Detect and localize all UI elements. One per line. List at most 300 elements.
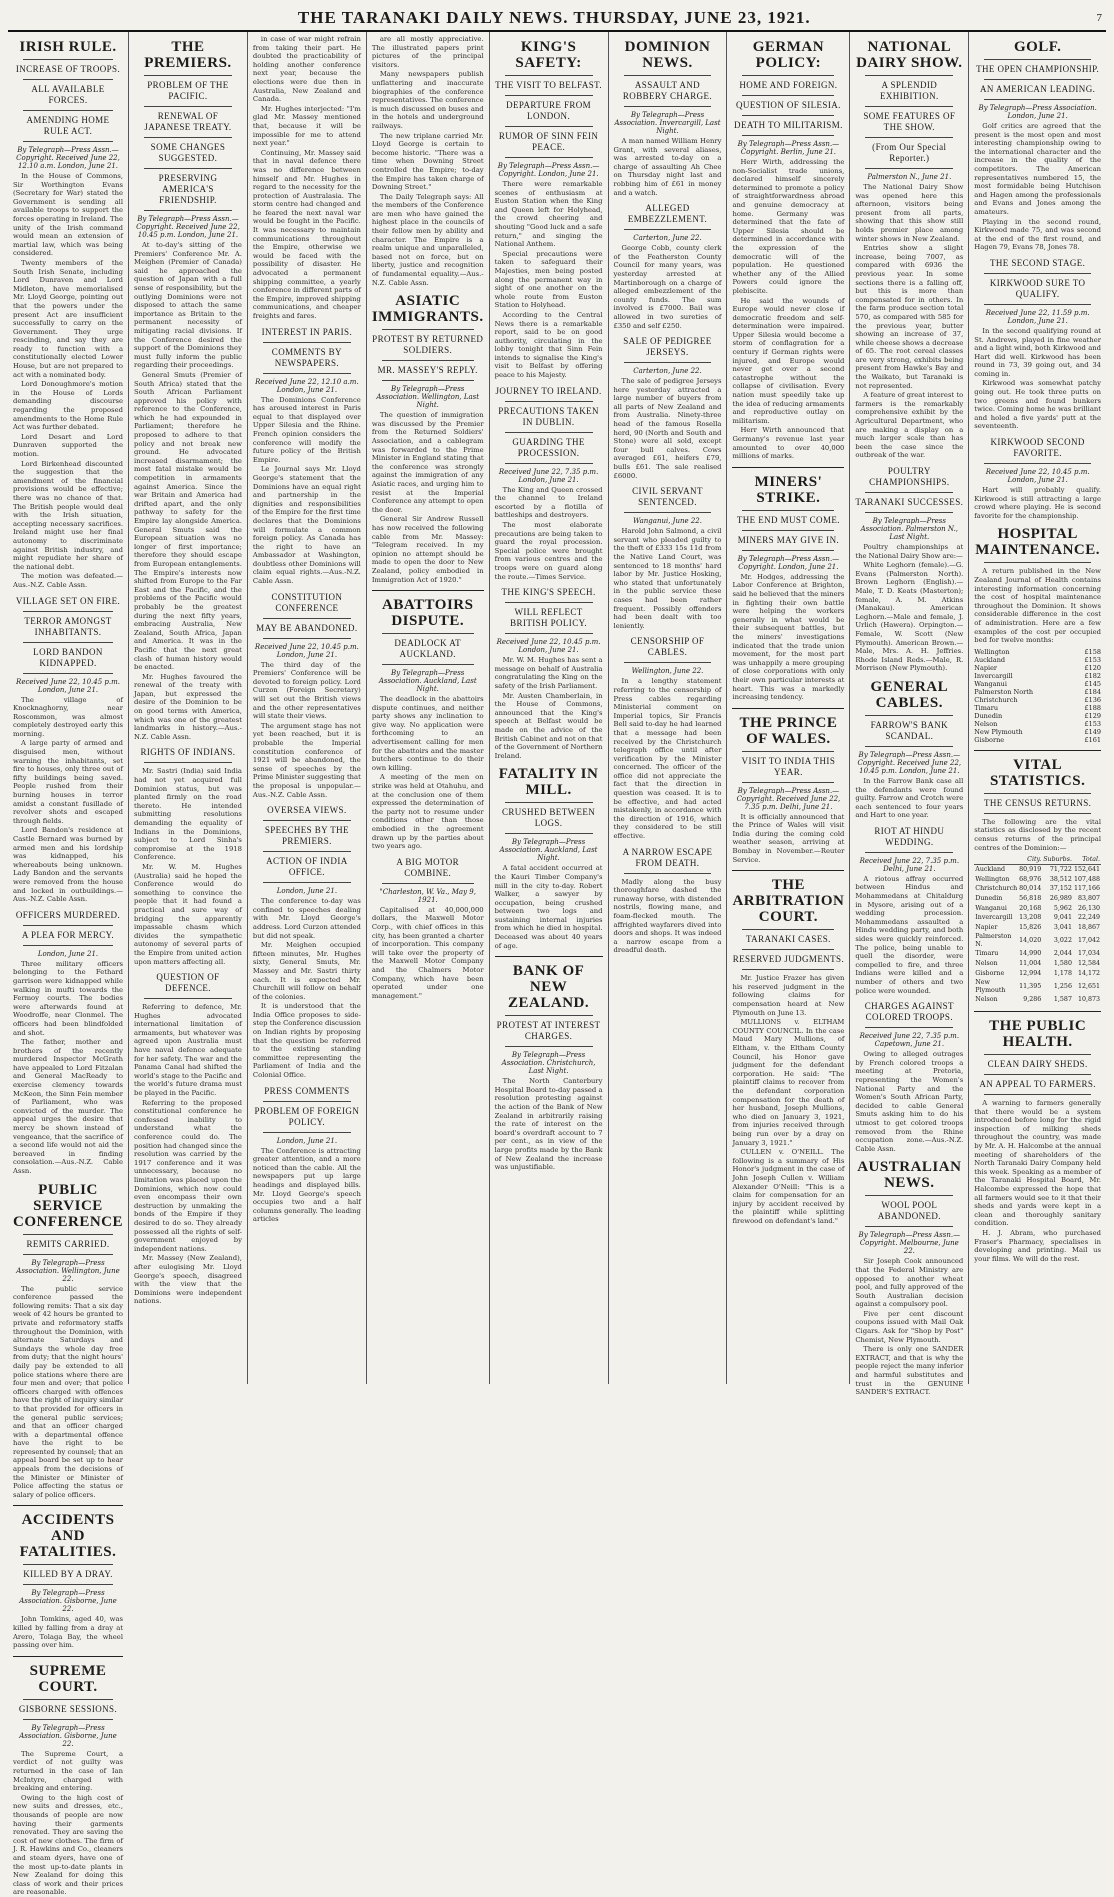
article-headline: HOSPITAL MAINTENANCE. bbox=[975, 526, 1101, 559]
article-paragraph: Three military officers belonging to the Fethard garrison were kidnapped while walking in mufti towards the Fermoy courts. The bodies were afterwards found at Woodroffe, near Clonmel. The officers had been blindfolded and shot. bbox=[13, 959, 123, 1037]
article-dateline: Received June 22, 10.45 p.m. London, June 21. bbox=[16, 677, 120, 694]
article-paragraph: Kirkwood was somewhat patchy going out. He took three putts on two greens and found bunkers twice. Coming home he was brilliant and holed a five yards' putt at the seventeenth. bbox=[974, 379, 1101, 431]
cost-list-value: £153 bbox=[1084, 655, 1101, 664]
article-paragraph: Referring to defence, Mr. Hughes advocated international limitation of armaments, but whatever was agreed upon Australia must have naval defence adequate for her safety. The war and the Panama Canal had shifted the world's stage to the Pacific and the world's future drama must be played in the Pacific. bbox=[134, 1003, 242, 1098]
headline-rule bbox=[984, 1054, 1091, 1055]
article-paragraph: Mr. Austen Chamberlain, in the House of Commons, announced that the King's speech at Belfast would be made on the advice of the British Cabinet and not on that of the Government of Northern Ireland. bbox=[494, 691, 603, 760]
article-paragraph: The most elaborate precautions are being taken to guard the royal procession. Special police were brought from various centres and the troops were on guard along the route.—Times Service. bbox=[494, 521, 603, 581]
article bbox=[253, 1086, 361, 1224]
article bbox=[855, 826, 963, 995]
headline-rule bbox=[742, 75, 834, 76]
article-dateline: Palmerston N., June 21. bbox=[867, 173, 952, 181]
census-cell: New Plymouth bbox=[975, 979, 1006, 994]
census-cell: Napier bbox=[975, 923, 998, 931]
cost-list-name: Timaru bbox=[974, 703, 999, 712]
article bbox=[974, 437, 1101, 520]
census-cell: 37,152 bbox=[1049, 885, 1072, 893]
census-cell: 12,584 bbox=[1077, 960, 1100, 968]
article-paragraph: The village of Knocknaghorny, near Roscommon, was almost completely destroyed early this morning. bbox=[13, 695, 123, 738]
article bbox=[614, 486, 722, 630]
headline-rule bbox=[865, 75, 953, 76]
subheading-rule bbox=[865, 512, 953, 513]
subheading-rule bbox=[263, 882, 351, 883]
subheading-rule bbox=[984, 79, 1091, 80]
subheading-rule bbox=[984, 1074, 1091, 1075]
headline-rule bbox=[984, 793, 1091, 794]
article-paragraph: John Tomkins, aged 40, was killed by falling from a dray at Arero, Tolaga Bay, the wheel passing over him. bbox=[13, 1615, 123, 1650]
subheading-rule bbox=[865, 1226, 953, 1227]
subheading-rule bbox=[742, 949, 834, 950]
article-paragraph: Mr. Meighen occupied fifteen minutes, Mr. Hughes sixty, General Smuts, Mr. Massey and Mr. Sastri thirty each. It is expected Mr. Churchill will follow on behalf of the colonies. bbox=[252, 941, 361, 1001]
article-subheading: TARANAKI SUCCESSES. bbox=[855, 497, 964, 507]
masthead-title: THE TARANAKI DAILY NEWS. THURSDAY, JUNE 23, 1921. bbox=[297, 8, 811, 27]
subheading-rule bbox=[742, 135, 834, 136]
article-subheading: JOURNEY TO IRELAND. bbox=[495, 385, 602, 396]
headline-rule bbox=[505, 75, 593, 76]
cost-list-name: Wanganui bbox=[974, 679, 1007, 688]
cost-list-value: £153 bbox=[1084, 719, 1101, 728]
article bbox=[134, 972, 242, 1306]
article-paragraph: Mr. Justice Frazer has given his reserved judgment in the following claims for compensation heard at New Plymouth on June 13. bbox=[732, 974, 845, 1017]
subheading-rule bbox=[865, 492, 953, 493]
article-subheading: COMMENTS BY NEWSPAPERS. bbox=[271, 346, 342, 368]
article-paragraph: Lord Donoughmore's motion in the House of Lords demanding discourse regarding the proposed amendments to the Home Rule Act was further debated. bbox=[13, 380, 123, 432]
census-header-cell bbox=[974, 855, 1018, 865]
article-subheading: FARROW'S BANK SCANDAL. bbox=[870, 719, 949, 741]
article-dateline: Received June 22, 10.45 p.m. London, June 21. bbox=[496, 638, 601, 655]
article-paragraph: Five per cent discount coupons issued with Mail Oak Cigars. Ask for "Shop by Post" Chemist, New Plymouth. bbox=[855, 1309, 964, 1344]
census-cell: 3,022 bbox=[1053, 937, 1072, 945]
article-paragraph: In the second qualifying round at St. Andrews, played in fine weather and a light wind, both Kirkwood and Hart did well. Kirkwood has been round in 73, 39 going out, and 34 coming in. bbox=[974, 326, 1101, 378]
section-rule bbox=[372, 590, 484, 591]
article-subheading: THE OPEN CHAMPIONSHIP. bbox=[976, 64, 1100, 74]
census-cell: 152,641 bbox=[1073, 866, 1100, 874]
article bbox=[372, 293, 484, 584]
article-subheading: TERROR AMONGST INHABITANTS. bbox=[24, 615, 112, 637]
census-table bbox=[974, 855, 1101, 1005]
subheading-rule bbox=[505, 1046, 593, 1047]
article-subheading: (From Our Special Reporter.) bbox=[872, 142, 947, 163]
subheading-rule bbox=[984, 1094, 1091, 1095]
article-subheading: A BIG MOTOR COMBINE. bbox=[396, 856, 460, 878]
article bbox=[134, 747, 242, 966]
article bbox=[614, 203, 722, 330]
article-paragraph: Mr. Massey (New Zealand), after eulogising Mr. Lloyd George's speech, disagreed with the view that the Dominions were independent nations. bbox=[134, 1254, 242, 1306]
subheading-rule bbox=[23, 1254, 113, 1255]
subheading-rule bbox=[263, 1132, 351, 1133]
article-paragraph: A meeting of the men on strike was held at Otahuhu, and at the conclusion one of them expressed the determination of the party not to resume under conditions other than those embodied in the agreement drawn up by the parties about two years ago. bbox=[371, 773, 484, 851]
article-headline: THE ARBITRATION COURT. bbox=[732, 877, 845, 926]
subheading-rule bbox=[624, 229, 712, 230]
census-cell: 83,807 bbox=[1077, 894, 1100, 902]
article-headline: NATIONAL DAIRY SHOW. bbox=[856, 39, 963, 71]
article-dateline: By Telegraph—Press Association. Christchurch, Last Night. bbox=[501, 1051, 596, 1076]
article-headline: VITAL STATISTICS. bbox=[989, 756, 1086, 789]
article-subheading: ASSAULT AND ROBBERY CHARGE. bbox=[622, 80, 713, 101]
cost-list-row bbox=[974, 680, 1101, 688]
cost-list-value: £136 bbox=[1084, 695, 1101, 704]
subheading-rule bbox=[263, 373, 351, 374]
article bbox=[495, 386, 603, 582]
article-paragraph: A warning to farmers generally that there would be a system introduced before long for the rigid inspection of milking sheds throughout the country, was made by Mr. A. H. Halcombe at the annual meeting of shareholders of the North Taranaki Dairy Company held this week. Speaking as a member of the Taranaki Hospital Board, Mr. Halcombe expressed the hope that all farmers would see to it that their sheds and yards were kept in a clean and thoroughly sanitary condition. bbox=[974, 1099, 1101, 1228]
article-paragraph: Lord Birkenhead discounted the suggestion that the amendment of the financial provisions would be effective; there was no chance of that. The British people would deal with the Irish situation, accepting necessary sacrifices. Ireland might use her final autonomy to discriminate against British industry, and might repudiate her share of the national debt. bbox=[13, 459, 123, 571]
headline-rule bbox=[382, 633, 474, 634]
subheading-rule bbox=[624, 106, 712, 107]
article-paragraph: George Cobb, county clerk of the Featherston County Council for many years, was yesterday arrested at Martinborough on a charge of alleged embezzlement of the county funds. The sum involved is £7000. Bail was allowed in two sureties of £350 and self £250. bbox=[613, 244, 722, 330]
census-cell: Invercargill bbox=[975, 914, 1013, 922]
cost-list-row bbox=[974, 656, 1101, 664]
article-paragraph: The motion was defeated.—Aus.-N.Z. Cable Assn. bbox=[13, 572, 123, 589]
article-subheading: THE CENSUS RETURNS. bbox=[983, 797, 1092, 808]
article-dateline: By Telegraph—Press Assn.—Copyright. Received June 22, 10.45 p.m. London, June 21. bbox=[857, 750, 962, 775]
article-paragraph: There is only one SANDER EXTRACT, and that is why the people reject the many inferior and harmful substitutes and trust in the GENUINE SANDER'S EXTRACT. bbox=[855, 1345, 964, 1397]
article-headline: ASIATIC IMMIGRANTS. bbox=[371, 293, 484, 326]
column-6 bbox=[609, 32, 728, 1384]
article bbox=[13, 1182, 123, 1500]
census-row bbox=[974, 959, 1101, 969]
subheading-rule bbox=[505, 633, 593, 634]
article-paragraph: Mr. Hughes favoured the renewal of the treaty with Japan, but expressed the desire of the Dominion to be on good terms with America, which was one of the greatest landmarks in history.—Aus.-N.Z. Cable Assn. bbox=[134, 672, 242, 741]
census-row bbox=[974, 969, 1101, 979]
article-paragraph: Mr. Hughes interjected: "I'm glad Mr. Massey mentioned that, because it will be impossible for me to attend next year." bbox=[252, 104, 361, 148]
subheading-rule bbox=[865, 106, 953, 107]
subheading-rule bbox=[865, 1027, 953, 1028]
article-dateline: Received June 22, 10.45 p.m. London, June 21. bbox=[985, 468, 1090, 485]
census-cell: 17,042 bbox=[1077, 937, 1100, 945]
census-row bbox=[974, 894, 1101, 904]
article-paragraph: are all mostly appreciative. The illustrated papers print pictures of the principal visitors. bbox=[371, 35, 484, 69]
cost-list-value: £149 bbox=[1084, 727, 1101, 736]
section-rule bbox=[13, 1505, 123, 1506]
article bbox=[614, 847, 722, 955]
article-subheading: HOME AND FOREIGN. bbox=[739, 80, 838, 90]
article-subheading: OVERSEA VIEWS. bbox=[267, 805, 347, 816]
article-subheading: PRESERVING AMERICA'S FRIENDSHIP. bbox=[158, 173, 218, 205]
article-dateline: "Charleston, W. Va., May 9, 1921. bbox=[379, 887, 476, 904]
census-cell: Wanganui bbox=[975, 904, 1007, 912]
columns bbox=[8, 32, 1106, 1897]
article-subheading: THE KING'S SPEECH. bbox=[501, 587, 596, 598]
article bbox=[13, 1663, 123, 1897]
census-cell: 15,826 bbox=[1019, 923, 1042, 931]
article-paragraph: A large party of armed and disguised men, without warning the inhabitants, set fire to houses, only three out of fifty buildings being saved. People rushed from their burning houses in terror amidst a constant fusillade of revolver shots and escaped through fields. bbox=[13, 739, 123, 825]
cost-list-row bbox=[974, 696, 1101, 704]
article bbox=[495, 39, 603, 380]
cost-list-value: £161 bbox=[1084, 735, 1101, 744]
census-cell: 14,020 bbox=[1019, 937, 1042, 945]
subheading-rule bbox=[742, 969, 834, 970]
subheading-rule bbox=[382, 360, 474, 361]
article-paragraph: The father, mother and brothers of the recently murdered Inspector McGrath have appealed to Lord Fitzalan and General MacReady to exercise clemency towards McKeon, the Sinn Fein member of Parliament, who was convicted of the murder. The appeal urges the desire that mercy be shown instead of vengeance, that the sacrifice of a second life would not aid the bereaved in finding consolation.—Aus.-N.Z. Cable Assn. bbox=[13, 1038, 123, 1175]
article-subheading: OFFICERS MURDERED. bbox=[15, 909, 121, 920]
article-subheading: PROTEST BY RETURNED SOLDIERS. bbox=[372, 334, 484, 356]
subheading-rule bbox=[505, 95, 593, 96]
cost-list-row bbox=[974, 712, 1101, 720]
subheading-rule bbox=[505, 126, 593, 127]
cost-list-row bbox=[974, 688, 1101, 696]
census-cell: 13,208 bbox=[1019, 914, 1042, 922]
census-row bbox=[974, 884, 1101, 894]
article-paragraph: At to-day's sitting of the Premiers' Conference Mr. A. Meighen (Premier of Canada) said he approached the question of Japan with a full sense of responsibility, but the outlying Dominions were not disposed to attach the same importance as Britain to the permanent necessity of mitigating racial divisions. If the Conference desired the support of the Dominions they must fully inform the public regarding their proceedings. bbox=[134, 241, 242, 370]
article-headline: ACCIDENTS AND FATALITIES. bbox=[19, 1512, 117, 1561]
article bbox=[13, 39, 123, 590]
census-row bbox=[974, 978, 1101, 995]
column-8 bbox=[850, 32, 969, 1397]
article bbox=[974, 1018, 1101, 1263]
article-paragraph: Mr. Sastri (India) said India had not yet acquired full Dominion status, but was planted firmly on the road thereto. He intended submitting resolutions demanding the equality of Indians in the Dominions, subject to Lord Sinha's compromise at the 1918 Conference. bbox=[134, 767, 242, 862]
article-paragraph: Hart will probably qualify. Kirkwood is still attracting a large crowd where playing. He is second favorite for the championship. bbox=[974, 486, 1101, 520]
census-cell: 71,722 bbox=[1049, 866, 1072, 874]
cost-list-value: £158 bbox=[1084, 647, 1101, 656]
article-dateline: London, June 21. bbox=[276, 1136, 338, 1145]
article-subheading: CENSORSHIP OF CABLES. bbox=[630, 636, 705, 658]
subheading-rule bbox=[742, 550, 834, 551]
article-paragraph: Special precautions were taken to safeguard their Majesties, men being posted along the permanent way in sight of one another on the whole route from Euston Station to Holyhead. bbox=[494, 249, 603, 310]
article-paragraph: The sale of pedigree Jerseys here yesterday attracted a large number of buyers from all parts of New Zealand and from Australia. Ninety-three head of the famous Rosella herd, 90 (North and South and Stone) were all sold, except four bull calves. Cows averaged £61, heifers £79, bulls £61. The sale realised £6000. bbox=[613, 377, 722, 480]
subheading-rule bbox=[382, 380, 474, 381]
census-cell: 11,004 bbox=[1019, 960, 1042, 968]
article-subheading: RUMOR OF SINN FEIN PEACE. bbox=[498, 131, 599, 152]
article-paragraph: Mr. W. M. Hughes has sent a message on behalf of Australia congratulating the King on the safety of the Irish Parliament. bbox=[494, 656, 603, 690]
article bbox=[732, 877, 844, 1225]
article-paragraph: In a lengthy statement referring to the censorship of Press cables regarding Ministerial comment on Imperial topics, Sir Francis Bell said to-day he had learned that a message had been received by the Christchurch telegraph office until after verification by the Minister concerned. The officer of the office did not appreciate the fact that the direction in question was ceased. It is to be effective, and had acted mistakenly, in accordance with the direction of 1916, which they considered to be still effective. bbox=[613, 677, 722, 841]
article-paragraph: According to the Central News there is a remarkable report, said to be on good authority, circulating in the lobby tonight that Sinn Fein intends to signalise the King's visit to Belfast by offering peace to his Majesty. bbox=[494, 310, 603, 380]
article-subheading: DEADLOCK AT AUCKLAND. bbox=[394, 638, 462, 660]
masthead bbox=[8, 6, 1106, 32]
subheading-rule bbox=[263, 638, 351, 639]
census-cell: 68,976 bbox=[1019, 875, 1042, 883]
subheading-rule bbox=[382, 883, 474, 884]
article bbox=[495, 963, 603, 1172]
cost-list-value: £188 bbox=[1084, 703, 1101, 712]
column-5 bbox=[490, 32, 609, 1384]
census-row bbox=[974, 932, 1101, 949]
article-subheading: SOME CHANGES SUGGESTED. bbox=[150, 142, 226, 163]
census-header-cell: Suburbs. bbox=[1043, 856, 1072, 864]
headline-rule bbox=[865, 715, 953, 716]
article-dateline: By Telegraph—Press Association. Palmerston N., Last Night. bbox=[860, 517, 959, 541]
article-paragraph: A fatal accident occurred at the Kauri Timber Company's mill in the city to-day. Robert Walker, a sawyer by occupation, being crushed between two logs and sustaining internal injuries from which he died in hospital. Deceased was about 40 years of age. bbox=[494, 864, 603, 950]
article-subheading: VISIT TO INDIA THIS YEAR. bbox=[741, 755, 836, 777]
article-dateline: Wellington, June 22. bbox=[631, 667, 704, 676]
article-subheading: A NARROW ESCAPE FROM DEATH. bbox=[622, 846, 713, 868]
cost-list-name: Wellington bbox=[974, 647, 1010, 656]
census-cell: 80,014 bbox=[1019, 885, 1042, 893]
headline-rule bbox=[382, 329, 474, 330]
cost-list-row bbox=[974, 648, 1101, 656]
article-paragraph: It is officially announced that the Prince of Wales will visit India during the coming cold weather season, arriving at Bombay in November.—Reuter Service. bbox=[732, 812, 845, 864]
article-subheading: DEATH TO MILITARISM. bbox=[734, 120, 843, 130]
article bbox=[855, 1001, 963, 1153]
subheading-rule bbox=[505, 602, 593, 603]
headline-rule bbox=[984, 562, 1091, 563]
subheading-rule bbox=[984, 304, 1091, 305]
article bbox=[253, 35, 361, 321]
article-paragraph: A man named William Henry Grant, with several aliases, was arrested to-day on a charge of assaulting Ah Chee on Thursday night last and robbing him of £61 in money and a watch. bbox=[613, 137, 722, 197]
article-subheading: INTEREST IN PARIS. bbox=[261, 326, 353, 337]
cost-list-value: £129 bbox=[1084, 711, 1101, 720]
census-cell: Christchurch bbox=[975, 885, 1018, 893]
section-rule bbox=[732, 870, 844, 871]
headline-rule bbox=[742, 510, 834, 511]
subheading-rule bbox=[505, 157, 593, 158]
article-subheading: LORD BANDON KIDNAPPED. bbox=[33, 646, 103, 668]
article-paragraph: Le Journal says Mr. Lloyd George's statement that the Dominions have an equal right and partnership in the dignities and responsibilities of the Empire for the first time declares that the Dominions will formulate a common foreign policy. As Canada has the right to have an Ambassador at Washington, doubtless other Dominions will claim equal rights.—Aus.-N.Z. Cable Assn. bbox=[252, 465, 361, 586]
article-subheading: PROTEST AT INTEREST CHARGES. bbox=[496, 1020, 601, 1042]
article-paragraph: Lord Desart and Lord Dunraven supported the motion. bbox=[13, 432, 123, 458]
cost-list-name: Auckland bbox=[974, 655, 1006, 664]
article-dateline: By Telegraph—Press Assn.—Copyright. Received June 22, 12.10 a.m. London, June 21. bbox=[16, 146, 120, 170]
article-subheading: THE VISIT TO BELFAST. bbox=[495, 80, 603, 90]
article-subheading: REMITS CARRIED. bbox=[26, 1238, 110, 1249]
column-3 bbox=[248, 32, 367, 1384]
article bbox=[253, 592, 361, 800]
article-headline: GERMAN POLICY: bbox=[752, 39, 825, 71]
section-rule bbox=[13, 1656, 123, 1657]
article-paragraph: The King and Queen crossed the channel to Ireland escorted by a flotilla of battleships and destroyers. bbox=[494, 485, 603, 520]
article-paragraph: Referring to the proposed constitutional conference he confessed inability to understand what the conference could do. The position had changed since the resolution was carried by the 1917 conference and it was unnecessary, because no limitation was placed upon the Dominions, which now could even encompass their own destruction by unmaking the bonds of the Empire if they desired to do so. They already possessed all the rights of self-government enjoyed by independent nations. bbox=[134, 1098, 242, 1253]
census-row bbox=[974, 949, 1101, 959]
article-paragraph: He said the wounds of Europe would never close if democratic freedom and self-determination were impaired. Upper Silesia would become a storm of conflagration for a century if German rights were injured, and Europe would never get over a second catastrophe without the collapse of civilisation. Every nation must speedily take up the idea of reducing armaments and reproductive outlay on militarism. bbox=[732, 296, 845, 425]
article-dateline: By Telegraph—Press Assn.—Copyright. London, June 21. bbox=[737, 554, 840, 571]
subheading-rule bbox=[742, 530, 834, 531]
article-subheading: CLEAN DAIRY SHEDS. bbox=[987, 1059, 1088, 1070]
article-subheading: GUARDING THE PROCESSION. bbox=[512, 436, 585, 458]
article-paragraph: The Daily Telegraph says: All the members of the Conference are men who have gained the highest place in the councils of their fellow men by ability and character. The Empire is a realm unique and unparalleled, based not on force, but on liberty, justice and recognition of fundamental equality.—Aus.-N.Z. Cable Assn. bbox=[371, 192, 484, 287]
article-paragraph: Capitalised at 40,000,000 dollars, the Maxwell Motor Corp., with chief offices in this city, has been granted a charter of incorporation. This company will take over the property of the Maxwell Motor Company and the Chalmers Motor Company, which have been operated under one management." bbox=[371, 905, 484, 1000]
article-paragraph: Herr Wirth, addressing the non-Socialist trade unions, declared himself sincerely determined to promote a policy of straightforwardness abroad and genuine democracy at home. Germany was determined that the fate of Upper Silesia should be determined in accordance with the expression of the democratic will of the population. He questioned whether any of the Allied Powers could ignore the plebiscite. bbox=[732, 158, 845, 295]
subheading-rule bbox=[624, 662, 712, 663]
census-cell: 1,580 bbox=[1053, 960, 1072, 968]
census-header-cell: Total. bbox=[1073, 855, 1101, 865]
census-cell: 26,989 bbox=[1049, 894, 1072, 902]
article bbox=[614, 636, 722, 840]
article-subheading: KIRKWOOD SECOND FAVORITE. bbox=[990, 437, 1085, 459]
census-cell: 14,172 bbox=[1077, 969, 1100, 977]
article-headline: PUBLIC SERVICE CONFERENCE bbox=[13, 1181, 124, 1230]
article bbox=[974, 757, 1101, 1005]
article-subheading: PRECAUTIONS TAKEN IN DUBLIN. bbox=[498, 405, 599, 427]
subheading-rule bbox=[865, 137, 953, 138]
article-headline: ABATTOIRS DISPUTE. bbox=[381, 597, 474, 630]
subheading-rule bbox=[742, 782, 834, 783]
page-number: 7 bbox=[1096, 12, 1102, 24]
headline-rule bbox=[23, 1234, 113, 1235]
article-subheading: RENEWAL OF JAPANESE TREATY. bbox=[144, 111, 232, 132]
census-cell: 26,130 bbox=[1077, 904, 1100, 912]
article-paragraph: Golf critics are agreed that the present is the most open and most interesting championship owing to the international character and the increase in the quality of the competitors. The American representatives numbered 15, the most formidable being Hutchison and Hagen among the professionals and Evans and Jones among the amateurs. bbox=[974, 122, 1101, 216]
article-headline: GENERAL CABLES. bbox=[870, 678, 949, 711]
subheading-rule bbox=[23, 141, 113, 142]
headline-rule bbox=[624, 75, 712, 76]
subheading-rule bbox=[624, 512, 712, 513]
column-1 bbox=[8, 32, 129, 1897]
article-paragraph: A return published in the New Zealand Journal of Health contains interesting information concerning the cost of hospital maintenance throughout the Dominion. It shows considerable difference in the cost of administration. Here are a few examples of the cost per occupied bed for twelve months: bbox=[974, 567, 1101, 645]
subheading-rule bbox=[984, 463, 1091, 464]
article-paragraph: Poultry championships at the National Dairy Show are:— bbox=[855, 543, 964, 560]
article bbox=[732, 39, 844, 461]
article-subheading: ALL AVAILABLE FORCES. bbox=[31, 84, 105, 105]
article-paragraph: Mr. Hodges, addressing the Labor Conference at Brighton, said he believed that the miners in fighting their own battle were helping the workers generally in what would be their subsequent battles, but the miners' investigations indicated that the trade union movement, for the most part was unhappily a mere grouping of close corporations with only their own particular interests at heart. This was a markedly increasing tendency. bbox=[732, 572, 845, 702]
article-headline: DOMINION NEWS. bbox=[624, 39, 711, 71]
article-subheading: RIGHTS OF INDIANS. bbox=[140, 747, 236, 758]
article-paragraph: Entries show a slight increase, being 7007, as compared with 6936 the previous year. In some sections there is a falling off, but this is more than compensated for in others. In the farm produce section total 570, as compared with 585 for the previous year, butter showing an increase of 37, while cheese shows a decrease of 65. The root cereal classes are very strong, exhibits being present from Hawke's Bay and the Waikato, but Taranaki is not represented. bbox=[855, 244, 964, 390]
cost-list-name: Dunedin bbox=[974, 711, 1003, 720]
subheading-rule bbox=[23, 673, 113, 674]
census-cell: Gisborne bbox=[975, 969, 1005, 977]
cost-list-row bbox=[974, 672, 1101, 680]
article bbox=[13, 1512, 123, 1649]
article-paragraph: General Smuts (Premier of South Africa) stated that the South African Parliament approved his policy with reference to the Conference, which he had expounded in Parliament; therefore he proposed to adhere to that policy and not break new ground. He advocated increased disarmament; the most fatal mistake would be competition in armaments against America. Since the war Britain and America had drifted apart, and the only pathway to safety for the Empire lay alongside America. General Smuts said the European situation was no longer of first importance; therefore they should escape from European entanglements. The Empire's interests now shifted from Europe to the Far East and the Pacific, and the problems of the Pacific would probably be the greatest during the next fifty years, embracing Australia, New Zealand, South Africa, Japan and America. It was in the Pacific that the next great clash of human history would be enacted. bbox=[134, 370, 242, 672]
subheading-rule bbox=[144, 998, 232, 999]
census-row bbox=[974, 865, 1101, 875]
subheading-rule bbox=[865, 852, 953, 853]
article bbox=[253, 327, 361, 586]
census-cell: 14,990 bbox=[1019, 950, 1042, 958]
article-dateline: Carterton, June 22. bbox=[633, 234, 702, 243]
article-paragraph: The Dominions Conference has aroused interest in Paris equal to that displayed over Upper Silesia and the Rhine. French opinion considers the conference will modify the future policy of the British Empire. bbox=[252, 395, 361, 464]
cost-list-row bbox=[974, 720, 1101, 728]
article-paragraph: The following are the vital statistics as disclosed by the recent census returns of the principal centres of the Dominion:— bbox=[974, 817, 1101, 852]
article bbox=[134, 39, 242, 741]
subheading-rule bbox=[23, 642, 113, 643]
article-dateline: By Telegraph—Press Assn.—Copyright. Received June 22, 7.35 p.m. Delhi, June 21. bbox=[736, 786, 841, 811]
article-paragraph: H. J. Abram, who purchased Fraser's Pharmacy, specialises in developing and printing. Mail us your films. We will do the rest. bbox=[974, 1228, 1101, 1263]
article bbox=[855, 679, 963, 820]
article bbox=[13, 910, 123, 1176]
article-headline: BANK OF NEW ZEALAND. bbox=[508, 963, 590, 1012]
article-paragraph: The question of immigration was discussed by the Premier from the Returned Soldiers' Association, and a cablegram was forwarded to the Prime Minister in England stating that the conference was strongly against the immigration of any Asiatic races, and urging him to resist at the Imperial Conference any attempt to open the door. bbox=[371, 411, 484, 514]
article-subheading: RESERVED JUDGMENTS. bbox=[732, 954, 845, 965]
article-paragraph: Herr Wirth announced that Germany's revenue last year amounted to over 40,000 millions of marks. bbox=[732, 426, 845, 461]
article-subheading: KIRKWOOD SURE TO QUALIFY. bbox=[989, 277, 1086, 299]
article bbox=[253, 805, 361, 1079]
article-subheading: SPEECHES BY THE PREMIERS. bbox=[264, 825, 349, 847]
headline-rule bbox=[505, 1015, 593, 1016]
subheading-rule bbox=[23, 611, 113, 612]
subheading-rule bbox=[144, 168, 232, 169]
census-cell: Palmerston N. bbox=[975, 933, 1012, 948]
article-subheading: THE SECOND STAGE. bbox=[989, 257, 1086, 268]
article-paragraph: General Sir Andrew Russell has now received the following cable from Mr. Massey: "Telegram received. In my opinion no attempt should be made to open the door to New Zealand, policy embodied in Immigration Act of 1920." bbox=[371, 515, 484, 584]
column-7 bbox=[727, 32, 850, 1384]
census-row bbox=[974, 875, 1101, 885]
headline-rule bbox=[865, 1195, 953, 1196]
census-cell: Wellington bbox=[975, 875, 1010, 883]
article-dateline: By Telegraph—Press Assn.—Copyright. Received June 22, 10.45 p.m. London, June 21. bbox=[136, 215, 240, 239]
article-headline: FATALITY IN MILL. bbox=[498, 766, 599, 799]
article-paragraph: The National Dairy Show was opened here this afternoon, visitors being present from all parts, showing that this show still holds premier place among winter shows in New Zealand. bbox=[855, 183, 964, 243]
subheading-rule bbox=[742, 95, 834, 96]
cost-list-row bbox=[974, 728, 1101, 736]
article-dateline: London, June 21. bbox=[37, 949, 99, 958]
article bbox=[495, 766, 603, 950]
article-paragraph: The Supreme Court, a verdict of not guilty was returned in the case of Ian McIntyre, charged with breaking and entering. bbox=[13, 1749, 123, 1793]
article-paragraph: The deadlock in the abattoirs dispute continues, and neither party shows any inclination to give way. No application were forthcoming to an advertisement calling for men for the abattoirs and the master butchers continue to do their own killing. bbox=[371, 695, 484, 772]
article-subheading: THE END MUST COME. bbox=[736, 514, 840, 525]
article-subheading: CONSTITUTION CONFERENCE bbox=[271, 591, 343, 613]
headline-rule bbox=[742, 751, 834, 752]
article-subheading: INCREASE OF TROOPS. bbox=[15, 64, 121, 74]
cost-list bbox=[974, 648, 1101, 744]
article-dateline: Received June 22, 11.59 p.m. London, June 21. bbox=[985, 308, 1090, 325]
article-paragraph: The new triplane carried Mr. Lloyd George is certain to become historic. "There was a time when Downing Street controlled the Empire; to-day the Empire has taken charge of Downing Street." bbox=[371, 131, 484, 192]
article bbox=[614, 336, 722, 480]
census-cell: 3,041 bbox=[1053, 923, 1072, 931]
census-cell: 12,651 bbox=[1077, 983, 1100, 991]
article-dateline: Received June 22, 7.35 p.m. Capetown, June 21. bbox=[859, 1032, 960, 1049]
article-paragraph: Lord Bandon's residence at Castle Bernard was burned by armed men and his lordship was kidnapped, his whereabouts being unknown. Lady Bandon and the servants were removed from the house and locked in outbuildings.—Aus.-N.Z. Cable Assn. bbox=[13, 826, 123, 904]
